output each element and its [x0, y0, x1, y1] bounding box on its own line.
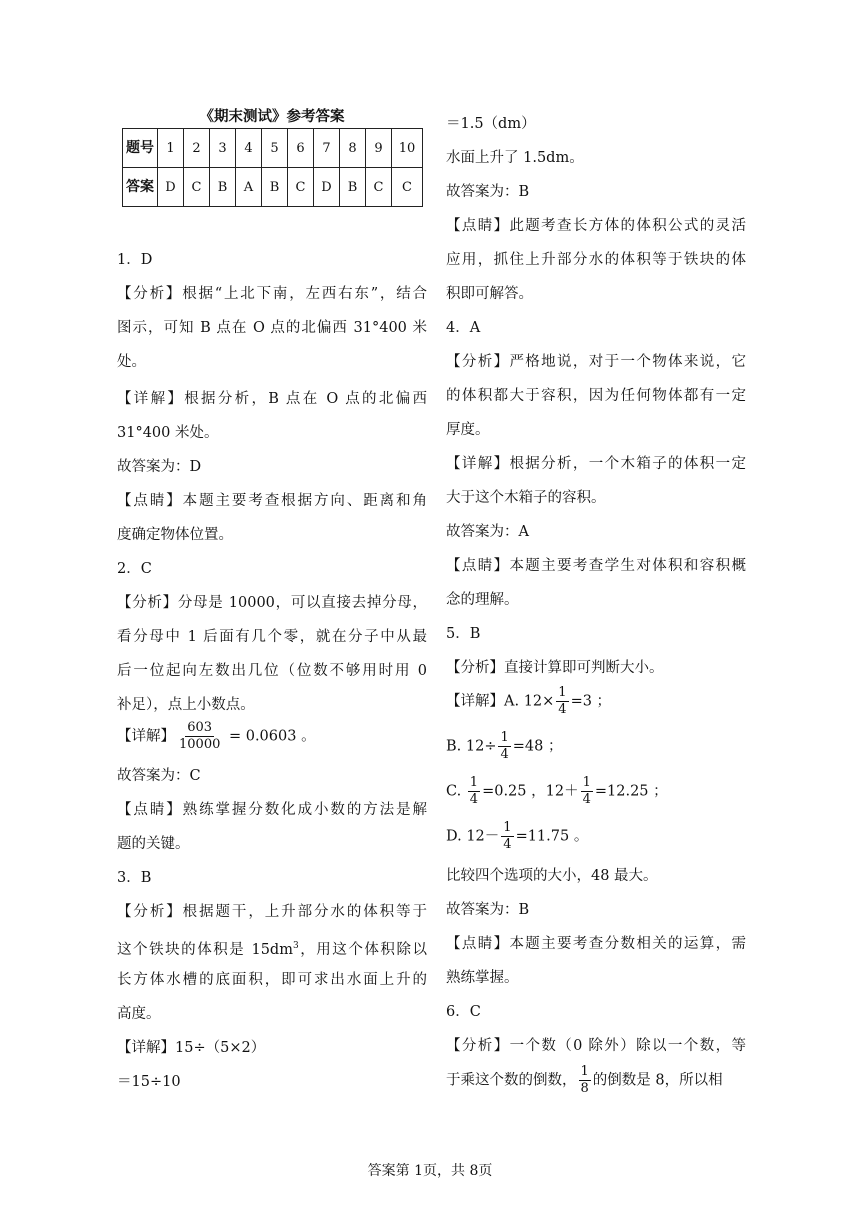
q3-analysis-line — [117, 936, 427, 960]
table-cell: 10 — [392, 129, 423, 168]
fraction-numerator: 603 — [187, 720, 213, 735]
q1-note-line: 【点睛】本题主要考查根据方向、距离和角 — [117, 493, 427, 509]
table-cell: 2 — [184, 129, 210, 168]
table-cell: B — [340, 168, 366, 207]
q5-detail-d — [446, 820, 588, 853]
q6-analysis-line: 【分析】一个数（0 除外）除以一个数，等 — [446, 1038, 746, 1054]
q1-heading: 1．D — [117, 252, 153, 268]
page-title: 《期末测试》参考答案 — [199, 108, 345, 125]
q2-heading: 2．C — [117, 561, 152, 577]
q6-analysis-line — [446, 1064, 723, 1097]
table-cell: 5 — [262, 129, 288, 168]
q5-note-line: 熟练掌握。 — [446, 970, 519, 986]
table-cell: C — [288, 168, 314, 207]
q5-detail-text: =12.25 ； — [594, 783, 668, 800]
q5-detail-text: D. 12－ — [446, 828, 500, 845]
answer-table — [122, 128, 423, 207]
q5-note-line: 【点睛】本题主要考查分数相关的运算，需 — [446, 936, 746, 952]
q2-analysis-line: 看分母中 1 后面有几个零，就在分子中从最 — [117, 629, 427, 645]
table-cell: B — [210, 168, 236, 207]
q3-analysis-text: 这个铁块的体积是 15dm — [117, 941, 293, 958]
fraction-numerator: 1 — [558, 685, 567, 700]
q4-analysis-line: 【分析】严格地说，对于一个物体来说，它 — [446, 354, 746, 370]
q3-note-line: 【点睛】此题考查长方体的体积公式的灵活 — [446, 218, 746, 234]
q3-detail-line: ＝15÷10 — [117, 1074, 181, 1090]
fraction-denominator: 4 — [469, 792, 479, 807]
q2-analysis-line: 后一位起向左数出几位（位数不够用时用 0 — [117, 663, 427, 679]
q4-heading: 4．A — [446, 320, 481, 336]
fraction-denominator: 4 — [582, 792, 591, 807]
q3-analysis-line: 【分析】根据题干，上升部分水的体积等于 — [117, 904, 427, 920]
fraction — [579, 1064, 591, 1097]
q6-analysis-text: 于乘这个数的倒数， — [446, 1072, 577, 1089]
q4-answer: 故答案为：A — [446, 524, 529, 540]
table-cell: 7 — [314, 129, 340, 168]
q4-detail-line: 【详解】根据分析，一个木箱子的体积一定 — [446, 456, 746, 472]
q5-detail-text: =48 ； — [512, 738, 563, 755]
q6-analysis-text: 的倒数是 8，所以相 — [592, 1072, 723, 1089]
q4-analysis-line: 厚度。 — [446, 422, 490, 438]
table-cell: 4 — [236, 129, 262, 168]
q3-detail-line: 【详解】15÷（5×2） — [117, 1040, 266, 1056]
fraction-numerator: 1 — [580, 1064, 589, 1079]
table-cell: 8 — [340, 129, 366, 168]
q1-detail-line: 【详解】根据分析，B 点在 O 点的北偏西 — [117, 391, 427, 407]
table-row-numbers — [123, 129, 423, 168]
q1-answer: 故答案为：D — [117, 459, 202, 475]
q5-compare: 比较四个选项的大小，48 最大。 — [446, 868, 658, 884]
table-cell: D — [158, 168, 184, 207]
q6-heading: 6．C — [446, 1004, 481, 1020]
fraction-denominator: 10000 — [179, 737, 221, 752]
q2-detail-result: = 0.0603 。 — [228, 728, 316, 745]
table-row-label: 题号 — [123, 129, 158, 168]
q2-detail-label: 【详解】 — [117, 728, 175, 745]
table-cell: C — [392, 168, 423, 207]
fraction-numerator: 1 — [469, 775, 479, 790]
q3-answer: 故答案为：B — [446, 184, 530, 200]
q4-detail-line: 大于这个木箱子的容积。 — [446, 490, 606, 506]
q3-analysis-line: 高度。 — [117, 1006, 161, 1022]
table-row-label: 答案 — [123, 168, 158, 207]
q5-detail-text: 【详解】A. 12× — [446, 693, 555, 710]
table-cell: 6 — [288, 129, 314, 168]
q5-detail-text: C. — [446, 783, 466, 800]
q5-detail-text: =3 ； — [570, 693, 612, 710]
q2-analysis-line: 【分析】分母是 10000，可以直接去掉分母， — [117, 595, 427, 611]
superscript: 3 — [292, 941, 299, 951]
q2-analysis-line: 补足），点上小数点。 — [117, 697, 255, 713]
fraction — [498, 730, 510, 763]
fraction-denominator: 4 — [558, 702, 567, 717]
fraction-denominator: 8 — [580, 1081, 589, 1096]
fraction-denominator: 4 — [500, 747, 509, 762]
q5-detail-a — [446, 685, 611, 718]
fraction — [556, 685, 568, 718]
fraction-numerator: 1 — [503, 820, 512, 835]
fraction-numerator: 1 — [582, 775, 591, 790]
q5-detail-text: B. 12÷ — [446, 738, 497, 755]
q5-answer: 故答案为：B — [446, 902, 530, 918]
fraction — [468, 775, 480, 808]
q3-note-line: 应用，抓住上升部分水的体积等于铁块的体 — [446, 252, 746, 268]
q1-analysis-line: 图示，可知 B 点在 O 点的北偏西 31°400 米 — [117, 320, 427, 336]
q4-note-line: 【点睛】本题主要考查学生对体积和容积概 — [446, 558, 746, 574]
q2-note-line: 【点睛】熟练掌握分数化成小数的方法是解 — [117, 802, 427, 818]
q3-note-line: 积即可解答。 — [446, 286, 533, 302]
q4-note-line: 念的理解。 — [446, 592, 519, 608]
q3-detail-line: ＝1.5（dm） — [446, 116, 536, 132]
table-cell: D — [314, 168, 340, 207]
q3-analysis-line: 长方体水槽的底面积，即可求出水面上升的 — [117, 972, 427, 988]
q3-detail-line: 水面上升了 1.5dm。 — [446, 150, 584, 166]
q1-analysis-line: 处。 — [117, 354, 146, 370]
fraction — [501, 820, 513, 853]
q4-analysis-line: 的体积都大于容积，因为任何物体都有一定 — [446, 388, 746, 404]
table-cell: 9 — [366, 129, 392, 168]
fraction-numerator: 1 — [500, 730, 509, 745]
q1-note-line: 度确定物体位置。 — [117, 527, 233, 543]
table-cell: B — [262, 168, 288, 207]
table-cell: C — [184, 168, 210, 207]
q2-detail-line — [117, 720, 316, 753]
table-cell: C — [366, 168, 392, 207]
q1-analysis-line: 【分析】根据“上北下南，左西右东”，结合 — [117, 286, 427, 302]
q1-detail-line: 31°400 米处。 — [117, 425, 219, 441]
q5-analysis-line: 【分析】直接计算即可判断大小。 — [446, 660, 664, 676]
q3-analysis-text: ，用这个体积除以 — [298, 941, 428, 958]
fraction — [177, 720, 222, 753]
table-cell: 3 — [210, 129, 236, 168]
q5-detail-text: =11.75 。 — [515, 828, 589, 845]
q5-heading: 5．B — [446, 626, 481, 642]
fraction-denominator: 4 — [503, 837, 512, 852]
table-cell: A — [236, 168, 262, 207]
q2-answer: 故答案为：C — [117, 768, 201, 784]
q3-heading: 3．B — [117, 870, 152, 886]
table-cell: 1 — [158, 129, 184, 168]
table-row-answers — [123, 168, 423, 207]
q5-detail-text: =0.25 ，12＋ — [482, 783, 579, 800]
q5-detail-c — [446, 775, 668, 808]
fraction — [581, 775, 593, 808]
q2-note-line: 题的关键。 — [117, 836, 190, 852]
page-footer: 答案第 1页，共 8页 — [367, 1163, 493, 1179]
q5-detail-b — [446, 730, 562, 763]
